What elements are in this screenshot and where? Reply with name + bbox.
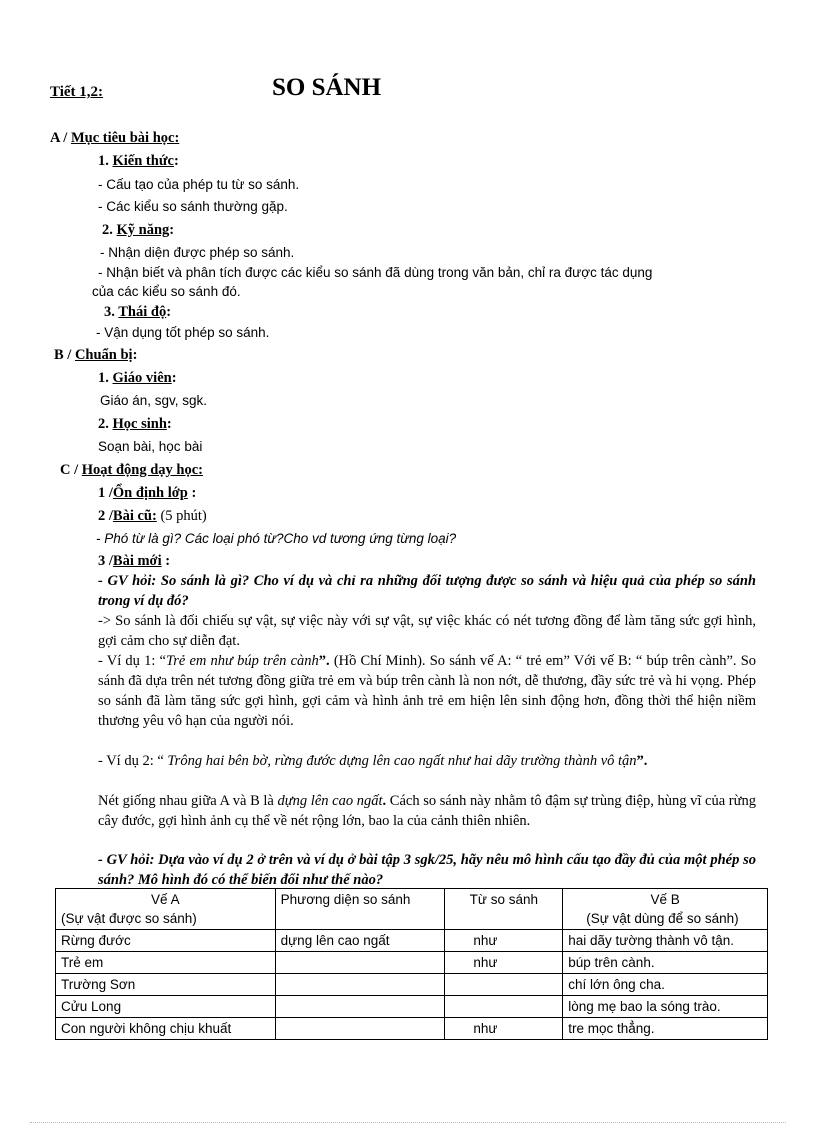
note-emphasis: dựng lên cao ngất	[277, 793, 383, 809]
step-3-title: Bài mới	[112, 553, 162, 569]
cell-word: như	[445, 930, 563, 952]
table-row	[56, 996, 768, 1018]
header-cell-a	[56, 889, 276, 930]
note-prefix: Nét giống nhau giữa A và B là	[98, 793, 278, 809]
section-a-title: Mục tiêu bài học:	[70, 130, 180, 146]
header-cell-word: Từ so sánh	[445, 889, 563, 930]
teacher-heading	[98, 368, 177, 388]
cell-b: tre mọc thẳng.	[563, 1018, 768, 1040]
cell-a: Trẻ em	[56, 952, 276, 974]
cell-word: như	[445, 952, 563, 974]
example-1-close: ”.	[318, 653, 330, 669]
header-a-subtitle: (Sự vật được so sánh)	[61, 911, 197, 926]
step-2-title: Bài cũ:	[112, 508, 157, 524]
header-cell-aspect: Phương diện so sánh	[275, 889, 445, 930]
example-2	[98, 751, 756, 771]
review-question: - Phó từ là gì? Các loại phó từ?Cho vd tương ứng từng loại?	[96, 531, 457, 546]
header-b-title: Vế B	[650, 892, 680, 907]
header-a-title: Vế A	[151, 892, 180, 907]
skills-title: Kỹ năng	[116, 222, 170, 238]
section-c-heading	[60, 460, 203, 480]
knowledge-item-2: - Các kiểu so sánh thường gặp.	[98, 199, 288, 214]
cell-word: như	[445, 1018, 563, 1040]
knowledge-number: 1.	[98, 153, 109, 169]
knowledge-heading	[98, 151, 179, 171]
header-cell-b	[563, 889, 768, 930]
teacher-question-1: - GV hỏi: So sánh là gì? Cho ví dụ và chỉ ra những đối tượng được so sánh và hiệu quả của phép so sánh trong ví dụ đó?	[98, 573, 756, 609]
cell-aspect	[275, 974, 445, 996]
example-2-prefix: - Ví dụ 2: “	[98, 753, 168, 769]
cell-b: búp trên cành.	[563, 952, 768, 974]
student-number: 2.	[98, 416, 109, 432]
comparison-table	[55, 888, 768, 1040]
cell-aspect	[275, 996, 445, 1018]
cell-aspect	[275, 952, 445, 974]
section-c-title: Hoạt động dạy học:	[81, 462, 204, 478]
teacher-question-2: - GV hỏi: Dựa vào ví dụ 2 ở trên và ví dụ ở bài tập 3 sgk/25, hãy nêu mô hình cấu tạo đầy đủ của một phép so sánh? Mô hình đó có thể biến đổi như thế nào?	[98, 852, 756, 888]
example-1-quote: Trẻ em như búp trên cành	[165, 653, 319, 669]
section-b-heading	[54, 345, 137, 365]
cell-a: Con người không chịu khuất	[56, 1018, 276, 1040]
cell-a: Rừng đước	[56, 930, 276, 952]
table-header-row	[56, 889, 768, 930]
knowledge-title: Kiến thức	[112, 153, 174, 169]
step-2-time: (5 phút)	[156, 508, 207, 524]
step-2-heading	[98, 506, 207, 526]
student-item: Soạn bài, học bài	[98, 439, 203, 454]
lesson-number: Tiết 1,2:	[50, 84, 104, 100]
step-1-colon: :	[187, 485, 197, 501]
skills-item-2-line-1: - Nhận biết và phân tích được các kiểu so sánh đã dùng trong văn bản, chỉ ra được tác dụng	[98, 265, 653, 280]
example-1-analysis: (Hồ Chí Minh). So sánh vế A: “ trẻ em” Với vế B: “ búp trên cành”. So sánh đã dựa trên nét tương đồng giữa trẻ em và búp trên cành là non nớt, dễ thương, đầy sức trẻ và hi vọng. Phép so sánh đã làm tăng sức gợi hình, gợi cảm và hình ảnh trẻ em hiện lên sinh động hơn, đồng thời thể hiện niềm thương yêu vô hạn của người nói.	[98, 653, 757, 729]
section-c-label: C /	[60, 462, 79, 478]
table-row	[56, 1018, 768, 1040]
attitude-item: - Vận dụng tốt phép so sánh.	[96, 325, 270, 340]
answer-1: -> So sánh là đối chiếu sự vật, sự việc này với sự vật, sự việc khác có nét tương đồng để làm tăng sức gợi hình, gợi cảm cho sự diễn đạt.	[98, 613, 756, 649]
step-3-number: 3 /	[98, 553, 113, 569]
example-2-quote: Trông hai bên bờ, rừng đước dựng lên cao ngất như hai dãy trường thành vô tận	[167, 753, 637, 769]
note-analysis: Cách so sánh này nhằm tô đậm sự trùng điệp, hùng vĩ của rừng cây đước, gợi hình ảnh cụ thể về nét rộng lớn, bao la của cảnh thiên nhiên.	[98, 793, 756, 829]
teacher-title: Giáo viên	[112, 370, 172, 386]
knowledge-colon: :	[173, 153, 179, 169]
step-1-heading	[98, 483, 196, 503]
skills-item-2-line-2: của các kiểu so sánh đó.	[92, 284, 241, 299]
step-3-colon: :	[161, 553, 171, 569]
teacher-number: 1.	[98, 370, 109, 386]
cell-a: Trường Sơn	[56, 974, 276, 996]
section-b-colon: :	[132, 347, 138, 363]
page-title: SO SÁNH	[272, 74, 382, 101]
example-2-note	[98, 791, 756, 831]
attitude-number: 3.	[104, 304, 115, 320]
skills-number: 2.	[102, 222, 113, 238]
section-b-title: Chuẩn bị	[74, 347, 133, 363]
cell-b: lòng mẹ bao la sóng trào.	[563, 996, 768, 1018]
table-row	[56, 930, 768, 952]
table-row	[56, 974, 768, 996]
cell-aspect	[275, 1018, 445, 1040]
section-b-label: B /	[54, 347, 72, 363]
cell-word	[445, 974, 563, 996]
section-a-label: A /	[50, 130, 68, 146]
student-heading	[98, 414, 172, 434]
note-dot: .	[382, 793, 387, 809]
knowledge-item-1: - Cấu tạo của phép tu từ so sánh.	[98, 177, 300, 192]
student-colon: :	[166, 416, 172, 432]
header-b-subtitle: (Sự vật dùng để so sánh)	[586, 911, 739, 926]
skills-colon: :	[169, 222, 175, 238]
step-2-number: 2 /	[98, 508, 113, 524]
student-title: Học sinh	[112, 416, 167, 432]
cell-b: chí lớn ông cha.	[563, 974, 768, 996]
example-1	[98, 651, 756, 731]
skills-heading	[102, 220, 174, 240]
table-row	[56, 952, 768, 974]
step-1-number: 1 /	[98, 485, 113, 501]
cell-b: hai dãy tường thành vô tận.	[563, 930, 768, 952]
teacher-item: Giáo án, sgv, sgk.	[100, 393, 208, 408]
cell-word	[445, 996, 563, 1018]
attitude-heading	[104, 302, 171, 322]
section-a-heading	[50, 128, 179, 148]
attitude-title: Thái độ	[118, 304, 167, 320]
skills-item-1: - Nhận diện được phép so sánh.	[100, 245, 295, 260]
example-2-close: ”.	[636, 753, 648, 769]
cell-a: Cửu Long	[56, 996, 276, 1018]
cell-aspect: dựng lên cao ngất	[275, 930, 445, 952]
step-1-title: Ổn định lớp	[112, 485, 188, 501]
attitude-colon: :	[166, 304, 172, 320]
example-1-prefix: - Ví dụ 1: “	[98, 653, 166, 669]
teacher-colon: :	[171, 370, 177, 386]
step-3-heading	[98, 551, 170, 571]
